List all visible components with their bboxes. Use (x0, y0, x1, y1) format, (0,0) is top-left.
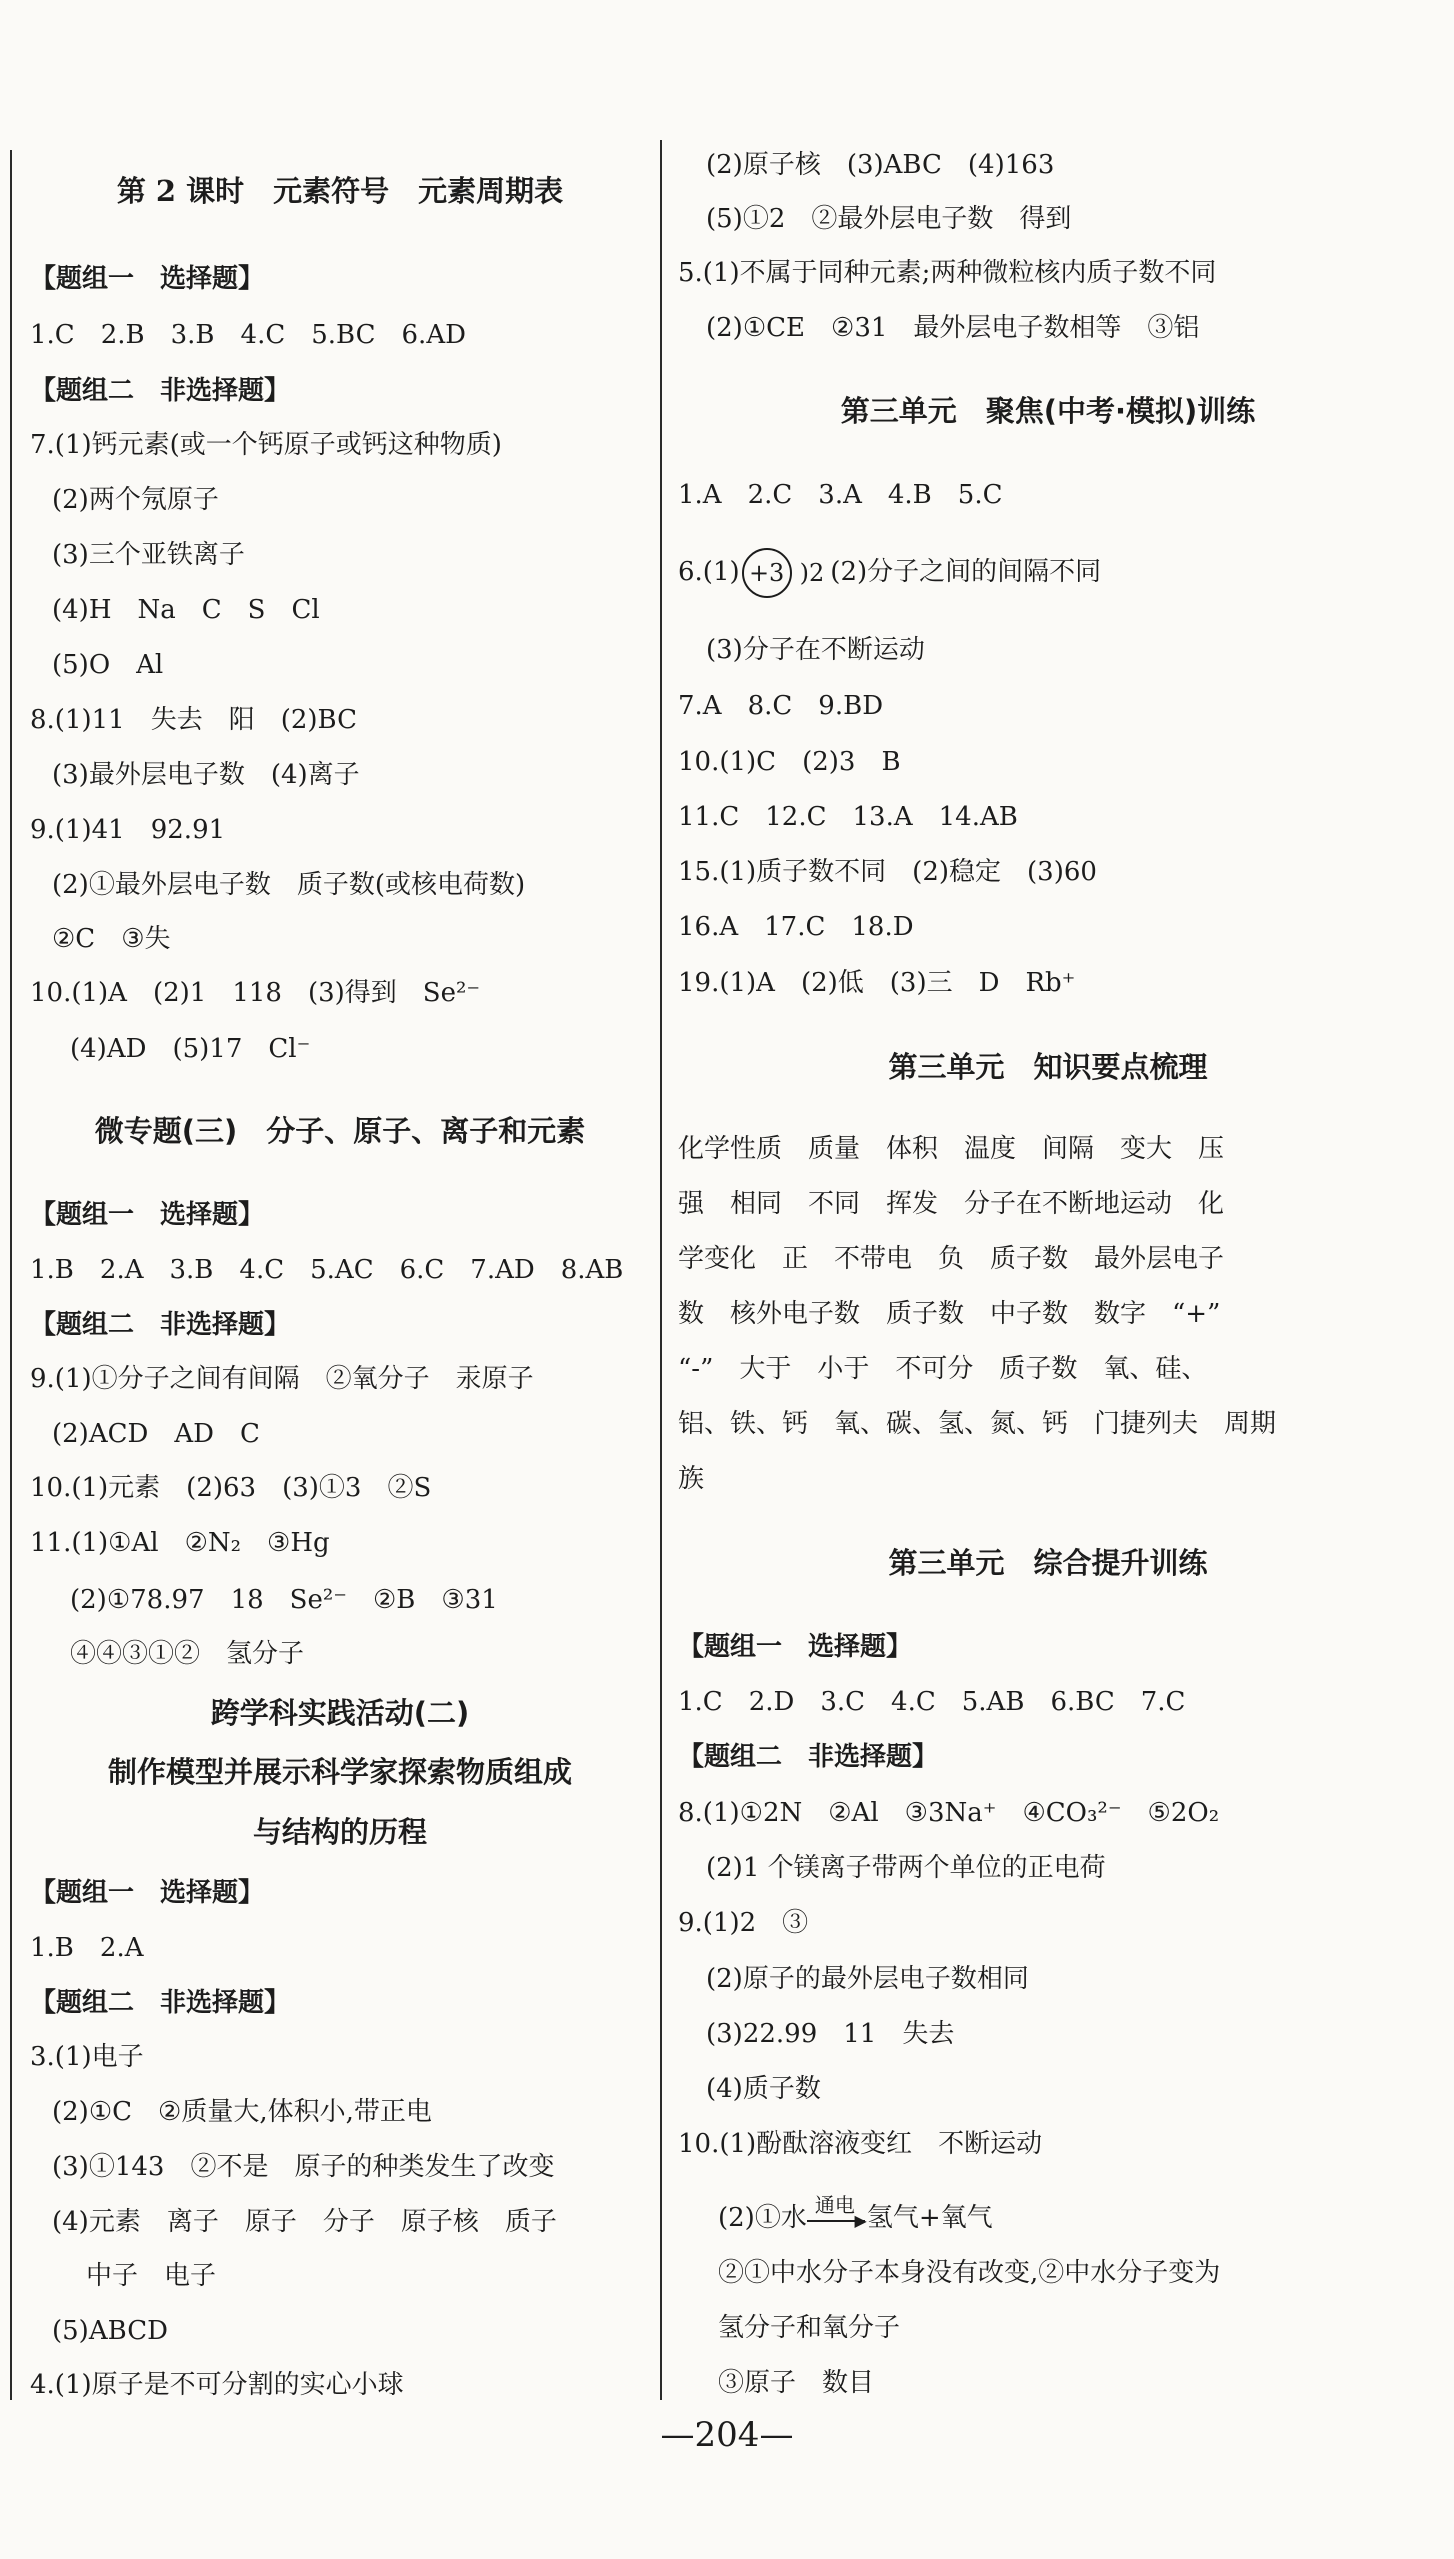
answer-line: (2)原子的最外层电子数相同 (706, 1964, 1029, 1994)
answer-line: 9.(1)①分子之间有间隔 ②氧分子 汞原子 (30, 1364, 534, 1394)
answer-line: (3)分子在不断运动 (706, 635, 925, 665)
section-title-lesson2: 第 2 课时 元素符号 元素周期表 (116, 174, 564, 208)
answer-line: 5.(1)不属于同种元素;两种微粒核内质子数不同 (678, 258, 1217, 288)
answer-line: (3)最外层电子数 (4)离子 (52, 760, 360, 790)
atom-nucleus-diagram: +3 (742, 548, 792, 598)
answer-line: (4)AD (5)17 Cl⁻ (70, 1034, 311, 1064)
paragraph-line: 族 (678, 1464, 705, 1494)
answer-line: 19.(1)A (2)低 (3)三 D Rb⁺ (678, 968, 1076, 998)
answer-line: 3.(1)电子 (30, 2042, 144, 2072)
answer-line: ③原子 数目 (718, 2368, 875, 2398)
answer-line: (4)质子数 (706, 2074, 821, 2104)
answer-line: (2)两个氖原子 (52, 485, 219, 515)
reaction-condition: 通电 (814, 2193, 855, 2217)
q6-suffix: (2)分子之间的间隔不同 (830, 557, 1102, 587)
answer-line: 15.(1)质子数不同 (2)稳定 (3)60 (678, 857, 1097, 887)
paragraph-line: “-” 大于 小于 不可分 质子数 氧、硅、 (678, 1354, 1208, 1384)
answer-line: (2)ACD AD C (52, 1419, 260, 1449)
answer-line: 8.(1)①2N ②Al ③3Na⁺ ④CO₃²⁻ ⑤2O₂ (678, 1798, 1220, 1828)
answer-line: 1.A 2.C 3.A 4.B 5.C (678, 480, 1003, 510)
paragraph-line: 铝、铁、钙 氧、碳、氢、氮、钙 门捷列夫 周期 (678, 1409, 1277, 1439)
group-heading: 【题组二 非选择题】 (678, 1742, 939, 1772)
answer-line: (2)①最外层电子数 质子数(或核电荷数) (52, 870, 526, 900)
section-subtitle: 制作模型并展示科学家探索物质组成 (107, 1755, 572, 1789)
answer-line: 9.(1)2 ③ (678, 1908, 809, 1938)
reaction-arrow: 通电 ▶ (807, 2202, 867, 2236)
paragraph-line: 强 相同 不同 挥发 分子在不断地运动 化 (678, 1189, 1225, 1219)
answer-line: 中子 电子 (86, 2261, 217, 2291)
answer-line: ④④③①② 氢分子 (70, 1639, 305, 1669)
answer-line: 氢分子和氧分子 (718, 2313, 901, 2343)
answer-line: 7.A 8.C 9.BD (678, 691, 884, 721)
page-number: —204— (660, 2415, 794, 2455)
shell-electron-count: 2 (809, 559, 825, 587)
answer-line: (3)①143 ②不是 原子的种类发生了改变 (52, 2152, 555, 2182)
paragraph-line: 学变化 正 不带电 负 质子数 最外层电子 (678, 1244, 1225, 1274)
column-divider (660, 140, 662, 2400)
answer-line: (2)①78.97 18 Se²⁻ ②B ③31 (70, 1585, 498, 1615)
answer-line: 11.C 12.C 13.A 14.AB (678, 802, 1018, 832)
answer-line: ②①中水分子本身没有改变,②中水分子变为 (718, 2258, 1221, 2288)
group-heading: 【题组一 选择题】 (30, 1200, 265, 1230)
answer-line: (2)原子核 (3)ABC (4)163 (706, 150, 1055, 180)
answer-line: (5)O Al (52, 650, 164, 680)
group-heading: 【题组二 非选择题】 (30, 1310, 291, 1340)
paragraph-line: 化学性质 质量 体积 温度 间隔 变大 压 (678, 1134, 1225, 1164)
equation-products: 氢气+氧气 (866, 2203, 993, 2233)
left-edge-rule (10, 150, 12, 2400)
answer-line: 16.A 17.C 18.D (678, 912, 914, 942)
answer-line: ②C ③失 (52, 924, 171, 954)
group-heading: 【题组二 非选择题】 (30, 376, 291, 406)
answer-line: 8.(1)11 失去 阳 (2)BC (30, 705, 358, 735)
section-title-knowledge-summary: 第三单元 知识要点梳理 (888, 1050, 1208, 1084)
answer-line: (3)三个亚铁离子 (52, 540, 245, 570)
electron-shell: )2 (799, 559, 825, 587)
answer-line: 1.B 2.A 3.B 4.C 5.AC 6.C 7.AD 8.AB (30, 1255, 624, 1285)
answer-line: 1.C 2.B 3.B 4.C 5.BC 6.AD (30, 320, 466, 350)
answer-line: 1.B 2.A (30, 1933, 144, 1963)
section-title-micro-topic: 微专题(三) 分子、原子、离子和元素 (94, 1114, 586, 1148)
answer-line: (2)1 个镁离子带两个单位的正电荷 (706, 1853, 1106, 1883)
section-title-focus-training: 第三单元 聚焦(中考·模拟)训练 (840, 394, 1256, 428)
answer-line: 10.(1)A (2)1 118 (3)得到 Se²⁻ (30, 978, 481, 1008)
answer-line-q6 (678, 548, 1101, 598)
answer-line: (3)22.99 11 失去 (706, 2019, 955, 2049)
answer-line: (4)元素 离子 原子 分子 原子核 质子 (52, 2207, 557, 2237)
q6-prefix: 6.(1) (678, 557, 740, 587)
group-heading: 【题组二 非选择题】 (30, 1988, 291, 2018)
group-heading: 【题组一 选择题】 (678, 1632, 913, 1662)
paragraph-line: 数 核外电子数 质子数 中子数 数字 “+” (678, 1299, 1221, 1329)
section-title-cross-discipline: 跨学科实践活动(二) (210, 1696, 470, 1730)
answer-line: (2)①CE ②31 最外层电子数相等 ③铝 (706, 313, 1200, 343)
answer-line: 11.(1)①Al ②N₂ ③Hg (30, 1528, 330, 1558)
answer-line: (5)ABCD (52, 2316, 168, 2346)
answer-line: 7.(1)钙元素(或一个钙原子或钙这种物质) (30, 430, 502, 460)
answer-line: 10.(1)酚酞溶液变红 不断运动 (678, 2129, 1043, 2159)
answer-line: 4.(1)原子是不可分割的实心小球 (30, 2370, 404, 2400)
answer-line: 10.(1)C (2)3 B (678, 747, 901, 777)
section-subtitle: 与结构的历程 (252, 1815, 427, 1849)
group-heading: 【题组一 选择题】 (30, 264, 265, 294)
answer-line: (2)①C ②质量大,体积小,带正电 (52, 2097, 432, 2127)
section-title-comprehensive-training: 第三单元 综合提升训练 (888, 1546, 1208, 1580)
answer-line: 1.C 2.D 3.C 4.C 5.AB 6.BC 7.C (678, 1687, 1186, 1717)
answer-line: (4)H Na C S Cl (52, 595, 320, 625)
answer-line: 9.(1)41 92.91 (30, 815, 226, 845)
group-heading: 【题组一 选择题】 (30, 1878, 265, 1908)
equation-prefix: (2)①水 (718, 2203, 807, 2233)
answer-line: 10.(1)元素 (2)63 (3)①3 ②S (30, 1473, 432, 1503)
answer-line: (5)①2 ②最外层电子数 得到 (706, 204, 1072, 234)
equation-line (718, 2193, 993, 2236)
knowledge-paragraph (678, 1122, 1308, 1507)
